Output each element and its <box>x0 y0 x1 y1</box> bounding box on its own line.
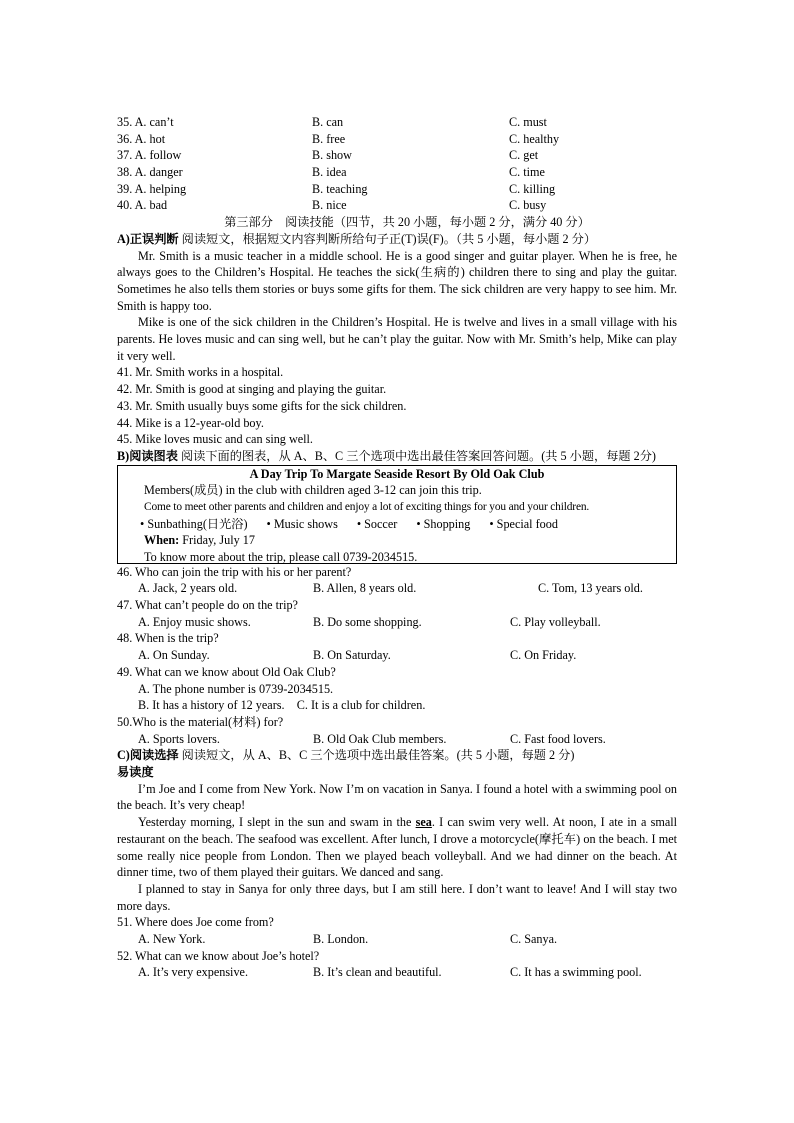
option-b: B. On Saturday. <box>313 648 391 663</box>
statement: 42. Mr. Smith is good at singing and playing the guitar. <box>117 382 387 397</box>
statement: 43. Mr. Smith usually buys some gifts for the sick children. <box>117 398 407 413</box>
paragraph-text: Yesterday morning, I slept in the sun and swam in the <box>138 815 416 830</box>
passage-paragraph: Mike is one of the sick children in the Children’s Hospital. He is twelve and lives in a small village with his parents. He loves music and can sing well, but he can’t play the guitar. Now with Mr. Smith’s help, Mike can play it very well. <box>117 315 677 363</box>
option-c: C. It is a club for children. <box>296 698 426 713</box>
exam-page <box>117 114 677 981</box>
option-c: C. Sanya. <box>510 932 558 947</box>
section-a-heading <box>117 231 677 248</box>
option-c: C. On Friday. <box>510 648 577 663</box>
option-a: 35. A. can’t <box>117 115 174 129</box>
option-a: A. New York. <box>138 932 206 947</box>
section-c-instruction: 阅读短文，从 A、B、C 三个选项中选出最佳答案。(共 5 小题，每题 2 分) <box>181 748 575 763</box>
option-a: 36. A. hot <box>117 131 166 146</box>
cloze-row-39 <box>117 181 677 198</box>
option-a: A. The phone number is 0739-2034515. <box>138 681 334 696</box>
option-b: B. Old Oak Club members. <box>313 731 447 746</box>
cloze-row-40 <box>117 197 677 214</box>
cloze-row-35 <box>117 114 677 131</box>
option-c: C. busy <box>509 198 547 213</box>
trip-notice-box <box>117 465 677 564</box>
question-52: 52. What can we know about Joe’s hotel? <box>117 948 320 963</box>
section-b-label: B)阅读图表 <box>117 448 178 463</box>
option-b: B. It has a history of 12 years. <box>138 698 285 713</box>
question-46: 46. Who can join the trip with his or her parent? <box>117 564 352 579</box>
option-b: B. can <box>312 115 344 129</box>
notice-invite: Come to meet other parents and children and enjoy a lot of exciting things for you and your children. <box>144 501 590 514</box>
section-c-label: C)阅读选择 <box>117 748 179 763</box>
statement: 41. Mr. Smith works in a hospital. <box>117 365 284 380</box>
when-value: Friday, July 17 <box>179 533 255 548</box>
option-c: C. It has a swimming pool. <box>510 965 642 980</box>
cloze-row-37 <box>117 147 677 164</box>
statement: 45. Mike loves music and can sing well. <box>117 432 313 447</box>
option-a: 38. A. danger <box>117 165 183 180</box>
feature-item: • Special food <box>489 516 558 531</box>
option-b: B. Do some shopping. <box>313 614 422 629</box>
options-50 <box>117 731 677 748</box>
question-49: 49. What can we know about Old Oak Club? <box>117 664 336 679</box>
option-c: C. must <box>509 115 547 129</box>
option-c: C. Fast food lovers. <box>510 731 606 746</box>
notice-features <box>140 516 668 533</box>
option-a: A. On Sunday. <box>138 648 210 663</box>
option-a: A. Enjoy music shows. <box>138 614 251 629</box>
option-b: B. It’s clean and beautiful. <box>313 965 442 980</box>
option-a: 37. A. follow <box>117 148 182 163</box>
section-b-instruction: 阅读下面的图表，从 A、B、C 三个选项中选出最佳答案回答问题。(共 5 小题，每题 2分) <box>180 448 656 463</box>
feature-item: • Music shows <box>266 516 338 531</box>
difficulty-label: 易读度 <box>117 765 154 780</box>
underlined-word: sea <box>415 815 432 830</box>
option-b: B. nice <box>312 198 347 213</box>
option-a: A. It’s very expensive. <box>138 965 248 980</box>
cloze-options <box>117 114 677 214</box>
passage-paragraph <box>117 814 677 881</box>
option-a: 39. A. helping <box>117 181 187 196</box>
options-47 <box>117 614 677 631</box>
option-b: B. teaching <box>312 181 368 196</box>
option-c: C. time <box>509 165 545 180</box>
option-b: B. show <box>312 148 352 163</box>
option-b: B. London. <box>313 932 369 947</box>
option-a: A. Sports lovers. <box>138 731 220 746</box>
part-title: 第三部分 阅读技能（四节，共 20 小题，每小题 2 分，满分 40 分） <box>224 215 590 230</box>
passage-paragraph: Mr. Smith is a music teacher in a middle school. He is a good singer and guitar player. When he is free, he always goes to the Children’s Hospital. He teaches the sick(生病的) children there to sing and play the guitar. Sometimes he also tells them stories or buys some gifts for them. The sick children are very happy to see him. Mr. Smith is happy too. <box>117 248 677 313</box>
feature-item: • Shopping <box>416 516 471 531</box>
section-a-label: A)正误判断 <box>117 231 179 246</box>
options-49-bc <box>117 697 677 714</box>
option-a: 40. A. bad <box>117 198 168 213</box>
notice-title: A Day Trip To Margate Seaside Resort By Old Oak Club <box>249 466 545 481</box>
option-b: B. free <box>312 131 346 146</box>
passage-paragraph: I planned to stay in Sanya for only three days, but I am still here. I don’t want to leave! And I will stay two more days. <box>117 881 677 913</box>
option-a: A. Jack, 2 years old. <box>138 581 238 596</box>
feature-item: • Soccer <box>356 516 398 531</box>
question-47: 47. What can’t people do on the trip? <box>117 598 298 613</box>
option-b: B. Allen, 8 years old. <box>313 581 417 596</box>
passage-paragraph: I’m Joe and I come from New York. Now I’m on vacation in Sanya. I found a hotel with a swimming pool on the beach. It’s very cheap! <box>117 781 677 813</box>
options-48 <box>117 647 677 664</box>
notice-members: Members(成员) in the club with children aged 3-12 can join this trip. <box>144 483 482 498</box>
when-label: When: <box>144 533 180 548</box>
feature-item: • Sunbathing(日光浴) <box>140 516 248 531</box>
option-c: C. killing <box>509 181 556 196</box>
option-b: B. idea <box>312 165 347 180</box>
notice-contact: To know more about the trip, please call 0739-2034515. <box>144 550 418 565</box>
question-48: 48. When is the trip? <box>117 631 219 646</box>
notice-when <box>144 532 668 549</box>
paragraph-text: . I can swim very well. At noon, I ate in a small restaurant on the beach. The seafood was excellent. After lunch, I drove a motorcycle(摩托车) on the beach. I met some really nice people from London. Then we played beach volleyball. And we had dinner on the beach. At dinner time, two of them played their guitars. We danced and sang. <box>117 815 678 880</box>
options-51 <box>117 931 677 948</box>
cloze-row-38 <box>117 164 677 181</box>
cloze-row-36 <box>117 131 677 148</box>
option-c: C. get <box>509 148 539 163</box>
option-c: C. healthy <box>509 131 560 146</box>
statement: 44. Mike is a 12-year-old boy. <box>117 415 264 430</box>
section-c-heading <box>117 747 677 764</box>
section-a-instruction: 阅读短文，根据短文内容判断所给句子正(T)误(F)。（共 5 小题，每小题 2 分） <box>181 231 597 246</box>
question-50: 50.Who is the material(材料) for? <box>117 714 284 729</box>
option-c: C. Tom, 13 years old. <box>538 581 643 596</box>
options-52 <box>117 964 677 981</box>
option-c: C. Play volleyball. <box>510 614 601 629</box>
section-b-heading <box>117 448 677 465</box>
options-46 <box>117 580 677 597</box>
question-51: 51. Where does Joe come from? <box>117 915 274 930</box>
